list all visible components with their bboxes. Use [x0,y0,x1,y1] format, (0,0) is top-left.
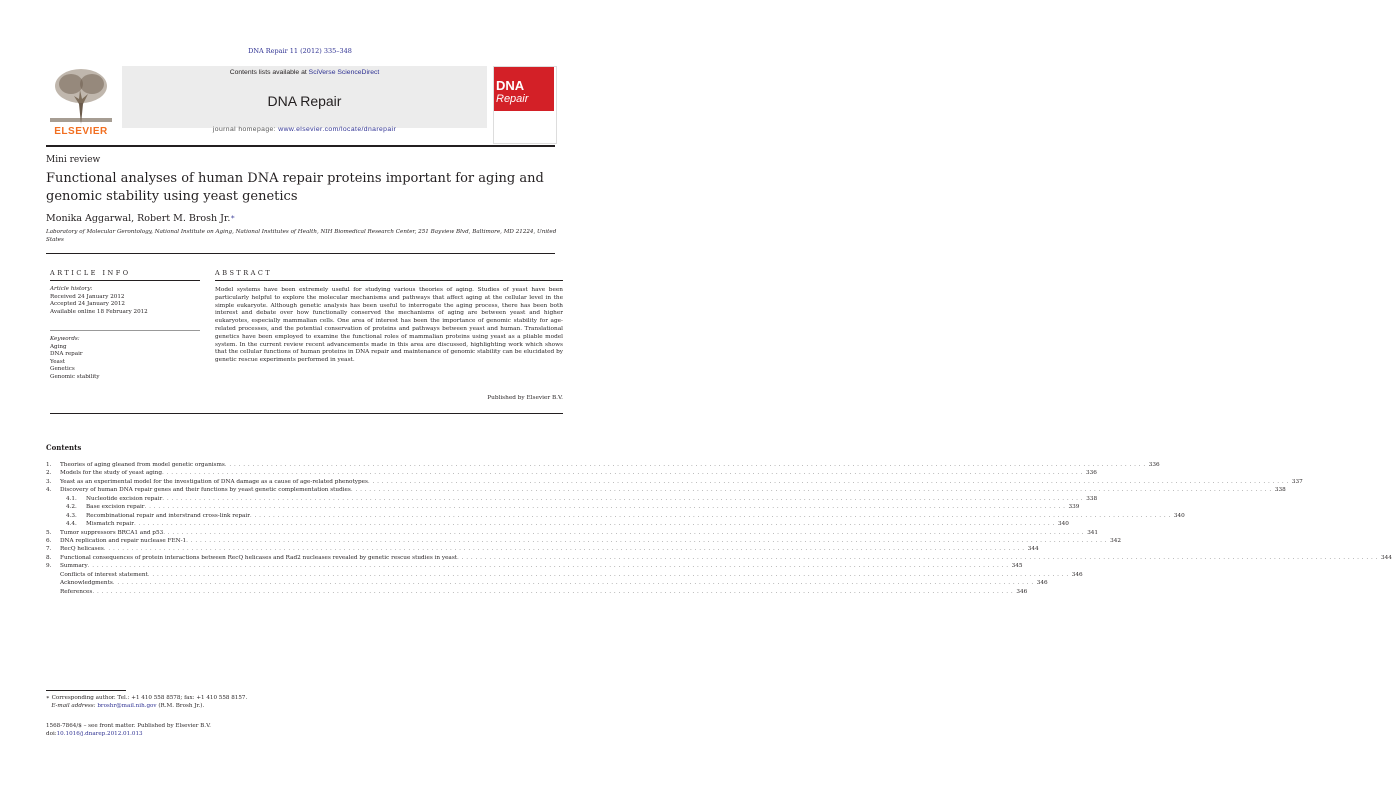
toc-entry-page: 344 [1381,554,1392,561]
toc-entry[interactable] [46,520,1069,528]
toc-entry-title[interactable]: Models for the study of yeast aging [60,470,162,477]
toc-entry-title[interactable]: Tumor suppressors BRCA1 and p53 [60,529,164,536]
cover-title-sub: Repair [496,93,529,105]
journal-title: DNA Repair [267,93,342,109]
toc-entry-page: 346 [1036,580,1048,587]
toc-entry[interactable] [46,545,1039,553]
toc-leader-dots: . . . . . . . . . . . . . . . . . . . . . . . . . . . . . . . . . . . . . . . . . . . . . . . . . . . . . . . . . . . . . . . . . . . . . . . . . . . . . . . . . . . . . . . . . . . . . . . . . . . . . . . . . . . . . . . . . . . . . . . . . . . . . . . . . . . . . . . . . . . . . . . . . . . . . . . . . . . . . . . . . . . . . . . . . . . . . . . . . . . . . . . . . . . . . . . . . . . . . . . . [87,563,1009,570]
toc-entry-number [46,503,60,511]
toc-entry-title[interactable]: Recombinational repair and interstrand cross-link repair [86,512,250,519]
toc-entry-number: 1. [46,462,52,468]
footnote-rule [46,690,126,691]
toc-entry-title[interactable]: Acknowledgments [60,580,113,587]
toc-entry-number [46,579,60,587]
toc-entry[interactable] [46,571,1083,579]
keyword: Genomic stability [50,373,100,380]
toc-entry[interactable] [46,512,1185,520]
toc-entry-page: 346 [1071,571,1083,578]
keywords-rule [50,330,200,331]
toc-leader-dots: . . . . . . . . . . . . . . . . . . . . . . . . . . . . . . . . . . . . . . . . . . . . . . . . . . . . . . . . . . . . . . . . . . . . . . . . . . . . . . . . . . . . . . . . . . . . . . . . . . . . . . . . . . . . . . . . . . . . . . . . . . . . . . . . . . . . . . . . . . . . . . . . . . . . . . . . . . . . . . . . . . . . . . . . . . . . . . . . . . . . . . . . . . . . . . . . . . . . . . . . [144,504,1066,511]
toc-entry-page: 337 [1291,478,1303,485]
article-title: Functional analyses of human DNA repair proteins important for aging and genomic stability using yeast genetics [46,171,544,204]
article-history [50,286,200,316]
toc-entry-title[interactable]: Base excision repair [86,504,145,511]
keywords-block [50,336,200,382]
toc-entry[interactable] [46,529,1099,537]
toc-subentry-number: 4.2. [66,504,77,511]
title-divider [46,253,555,254]
toc-subentry-number: 4.4. [66,521,77,528]
toc-leader-dots: . . . . . . . . . . . . . . . . . . . . . . . . . . . . . . . . . . . . . . . . . . . . . . . . . . . . . . . . . . . . . . . . . . . . . . . . . . . . . . . . . . . . . . . . . . . . . . . . . . . . . . . . . . . . . . . . . . . . . . . . . . . . . . . . . . . . . . . . . . . . . . . . . . . . . . . . . . . . . . . . . . . . . . . . . . . . . . . . . . . . . . . . . . . . . . . . . . . . . . . . [162,495,1084,502]
keywords-label: Keywords: [50,336,80,342]
cover-title [496,80,552,105]
toc-entry-title[interactable]: RecQ helicases [60,546,104,553]
toc-entry-number: 3. [46,478,52,485]
toc-entry-page: 338 [1086,495,1098,502]
toc-entry-number [46,588,60,596]
corresponding-author-info: Corresponding author. Tel.: +1 410 558 8578; fax: +1 410 558 8157. [51,695,248,701]
toc-entry-number: 7. [46,546,52,553]
journal-homepage-line [122,126,487,133]
toc-entry-title[interactable]: Functional consequences of protein interactions between RecQ helicases and Rad2 nucleases revealed by genetic rescue studies in yeast [60,554,458,561]
doi-prefix: doi: [46,731,57,737]
toc-entry[interactable] [46,579,1048,587]
toc-entry-page: 346 [1016,588,1028,595]
toc-subentry-number: 4.3. [66,512,77,519]
toc-entry-number: 2. [46,470,52,477]
table-of-contents [46,461,1392,596]
elsevier-wordmark[interactable]: ELSEVIER [54,126,108,137]
toc-entry[interactable] [46,537,1122,545]
keyword: Genetics [50,366,75,373]
article-section-type: Mini review [46,155,101,165]
toc-leader-dots: . . . . . . . . . . . . . . . . . . . . . . . . . . . . . . . . . . . . . . . . . . . . . . . . . . . . . . . . . . . . . . . . . . . . . . . . . . . . . . . . . . . . . . . . . . . . . . . . . . . . . . . . . . . . . . . . . . . . . . . . . . . . . . . . . . . . . . . . . . . . . . . . . . . . . . . . . . . . . . . . . . . . . . . . . . . . . . . . . . . . . . . . . . . . . . . . . . . . . . . . [367,478,1289,485]
toc-entry-title[interactable]: DNA replication and repair nuclease FEN-1 [60,537,187,544]
toc-leader-dots: . . . . . . . . . . . . . . . . . . . . . . . . . . . . . . . . . . . . . . . . . . . . . . . . . . . . . . . . . . . . . . . . . . . . . . . . . . . . . . . . . . . . . . . . . . . . . . . . . . . . . . . . . . . . . . . . . . . . . . . . . . . . . . . . . . . . . . . . . . . . . . . . . . . . . . . . . . . . . . . . . . . . . . . . . . . . . . . . . . . . . . . . . . . . . . . . . . . . . . . . [112,580,1034,587]
toc-entry-page: 344 [1027,546,1039,553]
contents-available-line [122,69,487,76]
journal-homepage-link[interactable]: www.elsevier.com/locate/dnarepair [278,126,397,133]
toc-entry-number [46,495,60,503]
abstract-rule [215,280,563,281]
toc-leader-dots: . . . . . . . . . . . . . . . . . . . . . . . . . . . . . . . . . . . . . . . . . . . . . . . . . . . . . . . . . . . . . . . . . . . . . . . . . . . . . . . . . . . . . . . . . . . . . . . . . . . . . . . . . . . . . . . . . . . . . . . . . . . . . . . . . . . . . . . . . . . . . . . . . . . . . . . . . . . . . . . . . . . . . . . . . . . . . . . . . . . . . . . . . . . . . . . . . . . . . . . . [186,537,1108,544]
toc-entry-number: 5. [46,529,52,536]
author-affiliation: Laboratory of Molecular Gerontology, National Institute on Aging, National Institutes of Health, NIH Biomedical Research Center, 251 Bayview Blvd, Baltimore, MD 21224, United States [46,229,557,243]
corresponding-author-marker[interactable]: ∗ [230,213,236,221]
toc-entry-title[interactable]: Yeast as an experimental model for the investigation of DNA damage as a cause of age-related phenotypes [60,478,368,485]
journal-reference[interactable]: DNA Repair 11 (2012) 335–348 [248,47,352,55]
abstract-text: Model systems have been extremely useful for studying various theories of aging. Studies of yeast have been particularly helpful to explore the molecular mechanisms and pathways that affect aging at the cellular level in the simple eukaryote. Although genetic analysis has been useful to interrogate the aging process, there has been both interest and debate over how functionally conserved the mechanisms of aging are between yeast and higher eukaryotes, especially mammalian cells. One area of interest has been the importance of genomic stability for age-related processes, and the potential conservation of proteins and pathways between yeast and human. Translational genetics have been employed to examine the functional roles of mammalian proteins using yeast as a pliable model system. In the current review recent advancements made in this area are discussed, highlighting work which shows that the cellular functions of human proteins in DNA repair and maintenance of genomic stability can be elucidated by genetic rescue experiments performed in yeast. [215,287,563,364]
toc-entry-page: 340 [1173,512,1185,519]
toc-leader-dots: . . . . . . . . . . . . . . . . . . . . . . . . . . . . . . . . . . . . . . . . . . . . . . . . . . . . . . . . . . . . . . . . . . . . . . . . . . . . . . . . . . . . . . . . . . . . . . . . . . . . . . . . . . . . . . . . . . . . . . . . . . . . . . . . . . . . . . . . . . . . . . . . . . . . . . . . . . . . . . . . . . . . . . . . . . . . . . . . . . . . . . . . . . . . . . . . . . . . . . . . [92,588,1014,595]
toc-leader-dots: . . . . . . . . . . . . . . . . . . . . . . . . . . . . . . . . . . . . . . . . . . . . . . . . . . . . . . . . . . . . . . . . . . . . . . . . . . . . . . . . . . . . . . . . . . . . . . . . . . . . . . . . . . . . . . . . . . . . . . . . . . . . . . . . . . . . . . . . . . . . . . . . . . . . . . . . . . . . . . . . . . . . . . . . . . . . . . . . . . . . . . . . . . . . . . . . . . . . . . . . [224,462,1146,468]
issn-line: 1568-7864/$ – see front matter. Published by Elsevier B.V. [46,723,211,729]
history-label: Article history: [50,286,93,292]
toc-entry-title[interactable]: Theories of aging gleaned from model genetic organisms [60,462,225,468]
toc-leader-dots: . . . . . . . . . . . . . . . . . . . . . . . . . . . . . . . . . . . . . . . . . . . . . . . . . . . . . . . . . . . . . . . . . . . . . . . . . . . . . . . . . . . . . . . . . . . . . . . . . . . . . . . . . . . . . . . . . . . . . . . . . . . . . . . . . . . . . . . . . . . . . . . . . . . . . . . . . . . . . . . . . . . . . . . . . . . . . . . . . . . . . . . . . . . . . . . . . . . . . . . . [350,487,1272,494]
toc-entry-number [46,571,60,579]
toc-entry-title[interactable]: Nucleotide excision repair [86,495,163,502]
abstract-end-rule [50,413,563,414]
toc-entry[interactable] [46,495,1098,503]
header-divider [46,145,555,147]
authors-names[interactable]: Monika Aggarwal, Robert M. Brosh Jr. [46,213,231,224]
toc-leader-dots: . . . . . . . . . . . . . . . . . . . . . . . . . . . . . . . . . . . . . . . . . . . . . . . . . . . . . . . . . . . . . . . . . . . . . . . . . . . . . . . . . . . . . . . . . . . . . . . . . . . . . . . . . . . . . . . . . . . . . . . . . . . . . . . . . . . . . . . . . . . . . . . . . . . . . . . . . . . . . . . . . . . . . . . . . . . . . . . . . . . . . . . . . . . . . . . . . . . . . . . . [457,554,1378,561]
contents-heading: Contents [46,443,82,452]
toc-entry-number: 4. [46,487,52,494]
toc-entry-page: 345 [1011,563,1023,570]
toc-entry[interactable] [46,503,1080,511]
toc-entry-page: 336 [1148,462,1160,468]
toc-leader-dots: . . . . . . . . . . . . . . . . . . . . . . . . . . . . . . . . . . . . . . . . . . . . . . . . . . . . . . . . . . . . . . . . . . . . . . . . . . . . . . . . . . . . . . . . . . . . . . . . . . . . . . . . . . . . . . . . . . . . . . . . . . . . . . . . . . . . . . . . . . . . . . . . . . . . . . . . . . . . . . . . . . . . . . . . . . . . . . . . . . . . . . . . . . . . . . . . . . . . . . . . [103,546,1025,553]
toc-entry[interactable] [46,461,1160,469]
keyword: DNA repair [50,351,83,358]
history-accepted: Accepted 24 January 2012 [50,301,125,308]
toc-entry[interactable] [46,562,1023,570]
toc-entry[interactable] [46,486,1286,494]
publisher-note: Published by Elsevier B.V. [487,395,563,401]
toc-entry-page: 336 [1085,470,1097,477]
toc-entry-number [46,512,60,520]
article-info-rule [50,280,200,281]
toc-entry-page: 339 [1068,504,1080,511]
bottom-info [46,722,446,738]
email-suffix: (R.M. Brosh Jr.). [156,703,205,709]
toc-entry[interactable] [46,588,1028,596]
toc-entry-title[interactable]: Conflicts of interest statement [60,571,148,578]
cover-title-main: DNA [496,78,525,93]
contents-prefix: Contents lists available at [229,69,309,76]
keyword: Yeast [50,358,65,365]
toc-entry[interactable] [46,478,1303,486]
toc-entry-number: 8. [46,554,52,561]
doi-link[interactable]: 10.1016/j.dnarep.2012.01.013 [56,731,143,737]
toc-entry[interactable] [46,469,1097,477]
toc-leader-dots: . . . . . . . . . . . . . . . . . . . . . . . . . . . . . . . . . . . . . . . . . . . . . . . . . . . . . . . . . . . . . . . . . . . . . . . . . . . . . . . . . . . . . . . . . . . . . . . . . . . . . . . . . . . . . . . . . . . . . . . . . . . . . . . . . . . . . . . . . . . . . . . . . . . . . . . . . . . . . . . . . . . . . . . . . . . . . . . . . . . . . . . . . . . . . . . . . . . . . . . . [249,512,1171,519]
homepage-prefix: journal homepage: [212,126,279,133]
toc-entry-number: 6. [46,537,52,544]
toc-entry-title[interactable]: References [60,588,93,595]
toc-entry-page: 342 [1110,537,1122,544]
toc-leader-dots: . . . . . . . . . . . . . . . . . . . . . . . . . . . . . . . . . . . . . . . . . . . . . . . . . . . . . . . . . . . . . . . . . . . . . . . . . . . . . . . . . . . . . . . . . . . . . . . . . . . . . . . . . . . . . . . . . . . . . . . . . . . . . . . . . . . . . . . . . . . . . . . . . . . . . . . . . . . . . . . . . . . . . . . . . . . . . . . . . . . . . . . . . . . . . . . . . . . . . . . . [147,571,1069,578]
abstract-heading: ABSTRACT [215,269,273,277]
toc-entry-number: 9. [46,563,52,570]
history-online: Available online 18 February 2012 [50,308,148,315]
toc-leader-dots: . . . . . . . . . . . . . . . . . . . . . . . . . . . . . . . . . . . . . . . . . . . . . . . . . . . . . . . . . . . . . . . . . . . . . . . . . . . . . . . . . . . . . . . . . . . . . . . . . . . . . . . . . . . . . . . . . . . . . . . . . . . . . . . . . . . . . . . . . . . . . . . . . . . . . . . . . . . . . . . . . . . . . . . . . . . . . . . . . . . . . . . . . . . . . . . . . . . . . . . . [163,529,1085,536]
toc-entry[interactable] [46,554,1392,562]
sciencedirect-link[interactable]: SciVerse ScienceDirect [308,69,380,76]
keyword: Aging [50,343,67,350]
toc-entry-page: 341 [1087,529,1099,536]
email-label: E-mail address: [51,703,98,709]
email-link[interactable]: broshr@mail.nih.gov [97,703,157,709]
article-info-heading: ARTICLE INFO [50,269,131,277]
toc-entry-number [46,520,60,528]
toc-leader-dots: . . . . . . . . . . . . . . . . . . . . . . . . . . . . . . . . . . . . . . . . . . . . . . . . . . . . . . . . . . . . . . . . . . . . . . . . . . . . . . . . . . . . . . . . . . . . . . . . . . . . . . . . . . . . . . . . . . . . . . . . . . . . . . . . . . . . . . . . . . . . . . . . . . . . . . . . . . . . . . . . . . . . . . . . . . . . . . . . . . . . . . . . . . . . . . . . . . . . . . . . [133,521,1055,528]
toc-entry-title[interactable]: Summary [60,563,88,570]
toc-entry-title[interactable]: Discovery of human DNA repair genes and their functions by yeast genetic complementation studies [60,487,351,494]
toc-entry-page: 338 [1274,487,1286,494]
toc-subentry-number: 4.1. [66,495,77,502]
toc-leader-dots: . . . . . . . . . . . . . . . . . . . . . . . . . . . . . . . . . . . . . . . . . . . . . . . . . . . . . . . . . . . . . . . . . . . . . . . . . . . . . . . . . . . . . . . . . . . . . . . . . . . . . . . . . . . . . . . . . . . . . . . . . . . . . . . . . . . . . . . . . . . . . . . . . . . . . . . . . . . . . . . . . . . . . . . . . . . . . . . . . . . . . . . . . . . . . . . . . . . . . . . . [161,470,1083,477]
footnote [46,694,446,710]
author-list [46,213,235,224]
toc-entry-title[interactable]: Mismatch repair [86,521,134,528]
toc-entry-page: 340 [1057,521,1069,528]
history-received: Received 24 January 2012 [50,293,125,300]
footnote-marker: ∗ [46,695,50,701]
